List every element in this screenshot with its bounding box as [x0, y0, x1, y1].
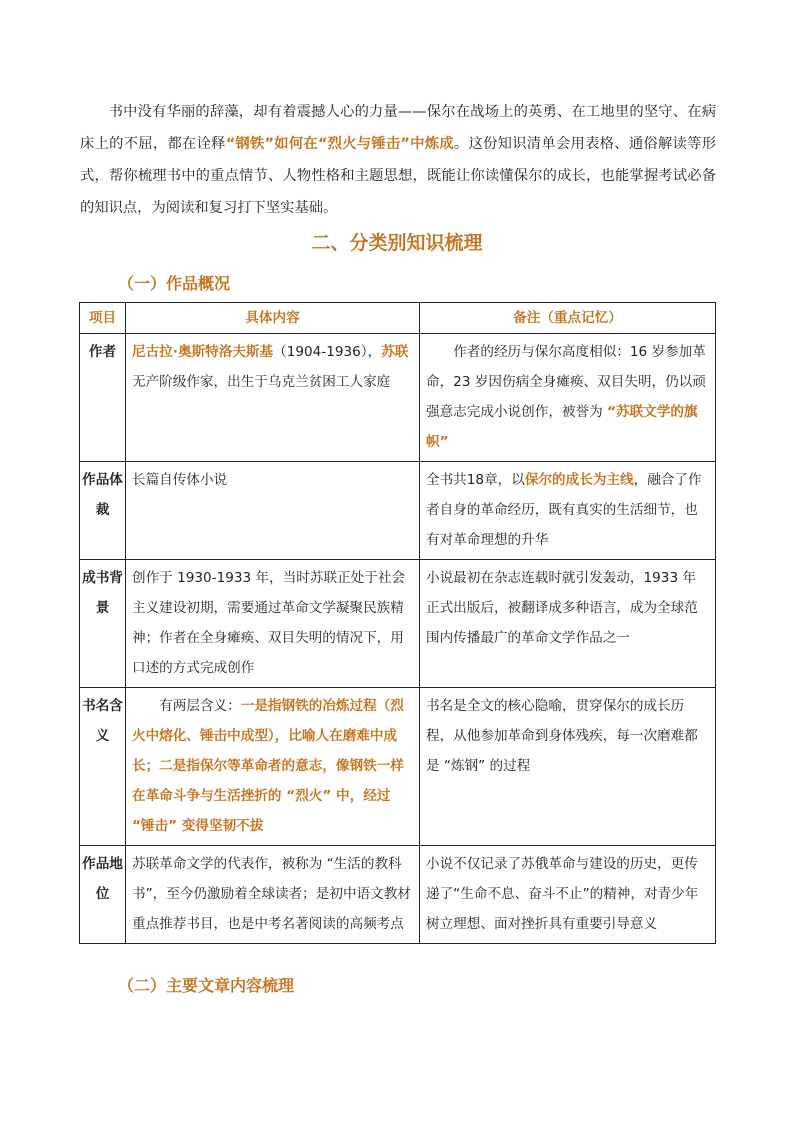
row-label: 作品地位 [80, 846, 126, 944]
overview-table [79, 302, 716, 944]
table-cell: 创作于 1930-1933 年，当时苏联正处于社会主义建设初期，需要通过革命文学凝聚民族精神；作者在全身瘫痪、双目失明的情况下，用口述的方式完成创作 [126, 560, 420, 688]
intro-paragraph [80, 96, 716, 224]
table-cell: 苏联革命文学的代表作，被称为 “生活的教科书”，至今仍激励着全球读者；是初中语文教材重点推荐书目，也是中考名著阅读的高频考点 [126, 846, 420, 944]
row-label: 作品体裁 [80, 462, 126, 560]
cell-highlight: 保尔的成长为主线 [524, 472, 634, 488]
country-highlight: 苏联 [381, 344, 409, 360]
author-name: 尼古拉·奥斯特洛夫斯基 [132, 344, 274, 360]
table-cell [420, 334, 716, 462]
table-row [80, 846, 716, 944]
cell-highlight: “苏联文学的旗帜” [426, 404, 698, 450]
table-header-row [80, 303, 716, 334]
row-label: 书名含义 [80, 688, 126, 846]
table-cell: 小说最初在杂志连载时就引发轰动，1933 年正式出版后，被翻译成多种语言，成为全球范围内传播最广的革命文学作品之一 [420, 560, 716, 688]
table-cell [126, 688, 420, 846]
table-header: 具体内容 [126, 303, 420, 334]
table-cell [126, 334, 420, 462]
row-label: 成书背景 [80, 560, 126, 688]
table-row [80, 462, 716, 560]
intro-text: 书中没有华丽的辞藻，却有着震撼人心的力量——保尔在战场上的英勇、在工地里的坚守、在病床上的不屈，都在诠释 [80, 104, 716, 152]
table-header: 备注（重点记忆） [420, 303, 716, 334]
intro-text-end: 。这份知识清单会用表格、通俗解读等形式，帮你梳理书中的重点情节、人物性格和主题思想，既能让你读懂保尔的成长，也能掌握考试必备的知识点，为阅读和复习打下坚实基础。 [80, 136, 716, 216]
cell-text: 无产阶级作家，出生于乌克兰贫困工人家庭 [132, 374, 391, 390]
table-row [80, 688, 716, 846]
section-title: 二、分类别知识梳理 [311, 232, 483, 254]
cell-text: 作者的经历与保尔高度相似：16 岁参加革命，23 岁因伤病全身瘫痪、双目失明，仍以顽强意志完成小说创作，被誉为 [426, 344, 706, 420]
cell-text: （1904-1936）， [273, 344, 382, 360]
subsection-title-content: （二）主要文章内容梳理 [118, 976, 295, 995]
row-label: 作者 [80, 334, 126, 462]
table-cell: 书名是全文的核心隐喻，贯穿保尔的成长历程，从他参加革命到身体残疾，每一次磨难都是 “炼钢” 的过程 [420, 688, 716, 846]
table-row [80, 334, 716, 462]
subsection-title-overview: （一）作品概况 [118, 274, 231, 293]
cell-text: 有两层含义： [159, 698, 241, 714]
cell-highlight: 一是指钢铁的冶炼过程（烈火中熔化、锤击中成型），比喻人在磨难中成长；二是指保尔等革命者的意志，像钢铁一样在革命斗争与生活挫折的 “烈火” 中，经过 “锤击” 变得坚韧不拔 [132, 698, 404, 834]
table-cell: 小说不仅记录了苏俄革命与建设的历史，更传递了“生命不息、奋斗不止”的精神，对青少年树立理想、面对挫折具有重要引导意义 [420, 846, 716, 944]
table-cell [420, 462, 716, 560]
intro-highlight: “钢铁”如何在“烈火与锤击”中炼成 [225, 136, 454, 152]
table-header: 项目 [80, 303, 126, 334]
cell-text: ，融合了作者自身的革命经历，既有真实的生活细节，也有对革命理想的升华 [426, 472, 702, 548]
cell-text: 全书共18章，以 [426, 472, 525, 488]
table-cell: 长篇自传体小说 [126, 462, 420, 560]
table-row [80, 560, 716, 688]
